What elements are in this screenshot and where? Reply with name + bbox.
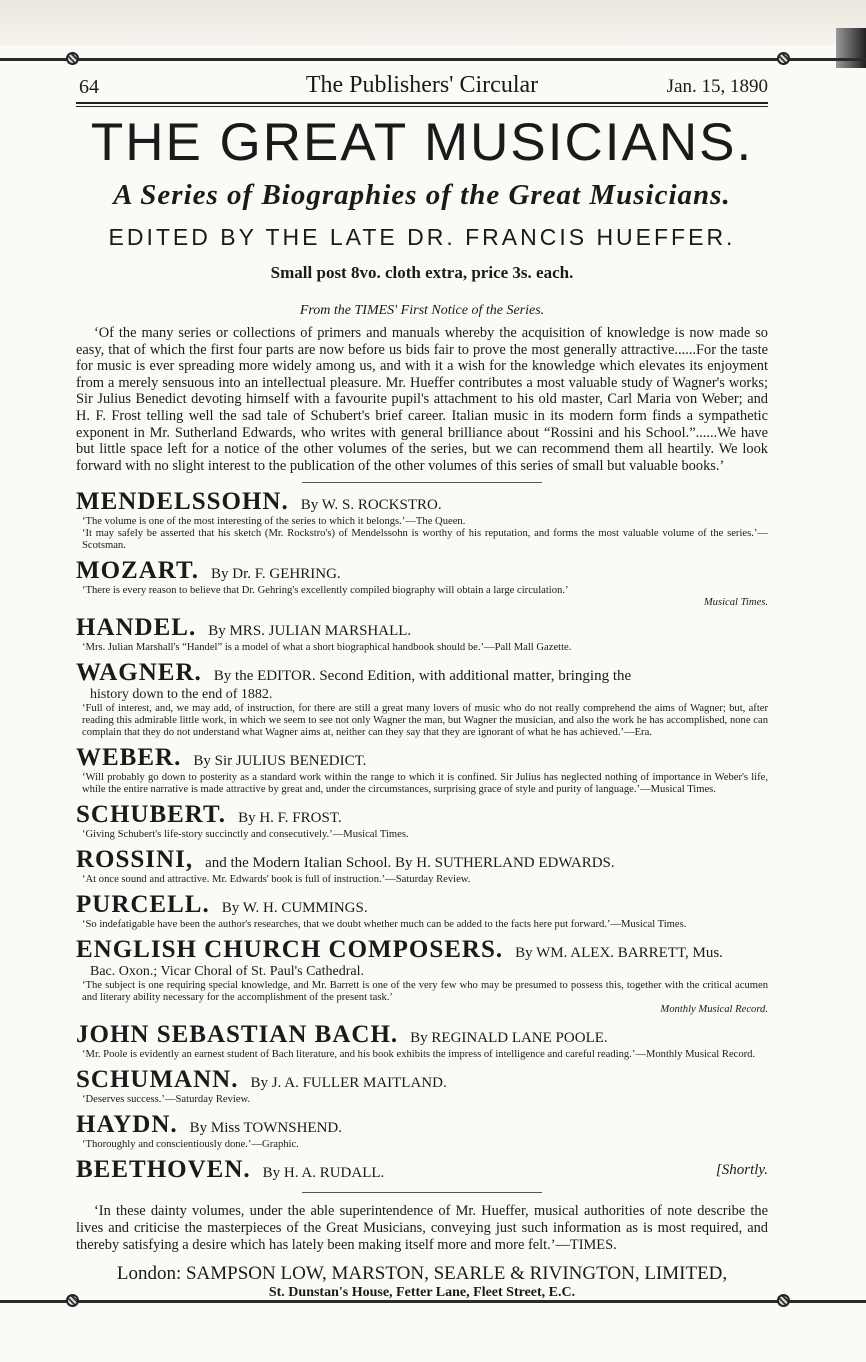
review-quote: ‘The volume is one of the most interesting of the series to which it belongs.’—The Queen. — [82, 516, 466, 528]
review-quote: ‘Mr. Poole is evidently an earnest student of Bach literature, and his book exhibits the impress of intelligence and careful reading.’—Monthly Musical Record. — [82, 1049, 756, 1061]
publisher-address: St. Dunstan's House, Fetter Lane, Fleet Street, E.C. — [268, 1285, 576, 1301]
volume-heading — [76, 846, 768, 874]
volume-heading — [76, 488, 768, 516]
volume-heading — [76, 891, 768, 919]
binding-rivet-icon — [777, 52, 790, 65]
press-reviews — [76, 919, 768, 931]
volume-author: By W. H. CUMMINGS. — [221, 900, 368, 917]
review-source: Monthly Musical Record. — [660, 1004, 768, 1016]
binding-rule-top — [0, 58, 866, 61]
volume-entry — [76, 1156, 768, 1184]
review-quote: ‘Thoroughly and conscientiously done.’—Graphic. — [82, 1139, 299, 1151]
volume-author-continued: history down to the end of 1882. — [90, 687, 273, 703]
volume-author: By H. F. FROST. — [238, 810, 342, 827]
composer-name: PURCELL. — [76, 891, 210, 919]
volume-author: and the Modern Italian School. By H. SUTHERLAND EDWARDS. — [205, 855, 615, 872]
review-quote: ‘It may safely be asserted that his sketch (Mr. Rockstro's) of Mendelssohn is worthy of his reputation, and forms the most valuable volume of the series.’—Scotsman. — [82, 528, 768, 552]
volume-heading — [76, 614, 768, 642]
volume-heading — [76, 1156, 768, 1184]
volume-author: By W. S. ROCKSTRO. — [300, 497, 442, 514]
press-reviews — [76, 1049, 768, 1061]
volume-entry — [76, 801, 768, 841]
volume-entry — [76, 744, 768, 796]
composer-name: BEETHOVEN. — [76, 1156, 251, 1184]
volume-status-note: [Shortly. — [715, 1162, 768, 1179]
volume-entry — [76, 891, 768, 931]
section-divider — [302, 1192, 542, 1193]
closing-paragraph: ‘In these dainty volumes, under the able superintendence of Mr. Hueffer, musical authorities of note describe the lives and criticise the masterpieces of the Great Musicians, conveying just such information as is most required, and thereby satisfying a desire which has lately been making itself more and more felt.’—TIMES. — [76, 1203, 768, 1253]
section-divider — [302, 482, 542, 483]
review-quote: ‘Mrs. Julian Marshall's “Handel” is a model of what a short biographical handbook should be.’—Pall Mall Gazette. — [82, 642, 572, 654]
press-reviews — [76, 1094, 768, 1106]
volume-entry — [76, 1111, 768, 1151]
press-reviews — [76, 703, 768, 739]
volume-author-continued: Bac. Oxon.; Vicar Choral of St. Paul's Cathedral. — [90, 964, 364, 980]
volume-entry — [76, 936, 768, 1016]
press-reviews — [76, 1139, 768, 1151]
press-reviews — [76, 772, 768, 796]
publisher-imprint — [76, 1263, 768, 1301]
composer-name: MENDELSSOHN. — [76, 488, 289, 516]
volume-entry — [76, 488, 768, 552]
volume-author: By Dr. F. GEHRING. — [211, 566, 341, 583]
volume-heading — [76, 744, 768, 772]
composer-name: ENGLISH CHURCH COMPOSERS. — [76, 936, 504, 964]
volume-heading — [76, 1066, 768, 1094]
press-reviews — [76, 829, 768, 841]
header-rule — [76, 102, 768, 107]
review-quote: ‘The subject is one requiring special knowledge, and Mr. Barrett is one of the very few who may be presumed to possess this, together with the critical acumen and literary ability necessary for the accomplishment of the present task.’ — [82, 980, 768, 1004]
volume-heading — [76, 936, 768, 980]
composer-name: HAYDN. — [76, 1111, 178, 1139]
volume-list — [76, 488, 768, 1184]
notice-source: From the TIMES' First Notice of the Series. — [299, 303, 545, 318]
journal-title: The Publishers' Circular — [305, 72, 539, 98]
press-reviews — [76, 980, 768, 1016]
press-reviews — [76, 516, 768, 552]
volume-entry — [76, 614, 768, 654]
composer-name: WEBER. — [76, 744, 182, 772]
composer-name: MOZART. — [76, 557, 200, 585]
volume-entry — [76, 557, 768, 609]
main-title: THE GREAT MUSICIANS. — [90, 113, 754, 172]
volume-heading — [76, 659, 768, 703]
format-price: Small post 8vo. cloth extra, price 3s. each. — [270, 263, 574, 282]
volume-entry — [76, 1021, 768, 1061]
volume-author: By REGINALD LANE POOLE. — [410, 1030, 608, 1047]
composer-name: JOHN SEBASTIAN BACH. — [76, 1021, 399, 1049]
volume-heading — [76, 1021, 768, 1049]
page-number: 64 — [79, 76, 99, 98]
review-quote: ‘Giving Schubert's life-story succinctly and consecutively.’—Musical Times. — [82, 829, 409, 841]
volume-author: By J. A. FULLER MAITLAND. — [250, 1075, 447, 1092]
volume-heading — [76, 801, 768, 829]
review-quote: ‘Will probably go down to posterity as a standard work within the range to which it is confined. Sir Julius has neglected nothing of importance in Weber's life, while the entire narrative is made attractive by great and, under the circumstances, surprising grace of style and purity of language.’—Musical Times. — [82, 772, 768, 796]
running-header — [76, 70, 768, 100]
issue-date: Jan. 15, 1890 — [666, 76, 768, 97]
composer-name: SCHUMANN. — [76, 1066, 239, 1094]
composer-name: HANDEL. — [76, 614, 197, 642]
volume-author: By Sir JULIUS BENEDICT. — [193, 753, 367, 770]
page-top-edge — [0, 0, 866, 46]
composer-name: WAGNER. — [76, 659, 202, 687]
review-quote: ‘Full of interest, and, we may add, of instruction, for there are still a great many lovers of music who do not really comprehend the aims of Wagner; but, after reading this admirable little work, in which we seem to see not only Wagner the man, but Wagner the musician, and also the work he has accomplished, none can complain that they do not understand what Wagner aims at, neither can they say that they are ignorant of what he has achieved.’—Era. — [82, 703, 768, 739]
volume-heading — [76, 1111, 768, 1139]
binding-rivet-icon — [777, 1294, 790, 1307]
binding-strip — [836, 28, 866, 68]
binding-rivet-icon — [66, 52, 79, 65]
series-subtitle: A Series of Biographies of the Great Musicians. — [113, 179, 731, 211]
publisher-name: London: SAMPSON LOW, MARSTON, SEARLE & RIVINGTON, LIMITED, — [116, 1263, 728, 1285]
volume-entry — [76, 659, 768, 739]
press-reviews — [76, 874, 768, 886]
composer-name: SCHUBERT. — [76, 801, 227, 829]
notice-paragraph: ‘Of the many series or collections of primers and manuals whereby the acquisition of knowledge is now made so easy, that of which the first four parts are now before us bids fair to prove the most generally attractive......For the taste for music is ever spreading more widely among us, and with it a wish for the knowledge which elevates its enjoyment from a merely sensuous into an intellectual pleasure. Mr. Hueffer contributes a most valuable study of Wagner's works; Sir Julius Benedict devoting himself with a favourite pupil's attachment to his old master, Carl Maria von Weber; and H. F. Frost telling well the sad tale of Schubert's brief career. Italian music in its modern form finds a sympathetic exponent in Mr. Sutherland Edwards, who writes with general brilliance about “Rossini and his School.”......We have but little space left for a notice of the other volumes of the series, but we can recommend them all heartily. We look forward with no slight interest to the publication of the other volumes of this series of small but valuable books.’ — [76, 325, 768, 474]
times-notice — [76, 325, 768, 474]
volume-entry — [76, 846, 768, 886]
volume-author: By Miss TOWNSHEND. — [189, 1120, 343, 1137]
volume-author: By MRS. JULIAN MARSHALL. — [208, 623, 412, 640]
review-quote: ‘So indefatigable have been the author's researches, that we doubt whether much can be added to the facts here put forward.’—Musical Times. — [82, 919, 687, 931]
advertisement-page — [76, 70, 768, 1301]
editor-line: EDITED BY THE LATE DR. FRANCIS HUEFFER. — [108, 224, 736, 250]
review-source: Musical Times. — [703, 597, 768, 609]
volume-heading — [76, 557, 768, 585]
review-quote: ‘At once sound and attractive. Mr. Edwards' book is full of instruction.’—Saturday Review. — [82, 874, 471, 886]
volume-entry — [76, 1066, 768, 1106]
review-quote: ‘There is every reason to believe that Dr. Gehring's excellently compiled biography will obtain a large circulation.’ — [82, 585, 569, 597]
press-reviews — [76, 642, 768, 654]
volume-author: By the EDITOR. Second Edition, with additional matter, bringing the — [213, 668, 632, 685]
volume-author: By H. A. RUDALL. — [262, 1165, 385, 1182]
closing-notice — [76, 1203, 768, 1253]
volume-author: By WM. ALEX. BARRETT, Mus. — [515, 945, 723, 962]
review-quote: ‘Deserves success.’—Saturday Review. — [82, 1094, 251, 1106]
press-reviews — [76, 585, 768, 609]
composer-name: ROSSINI, — [76, 846, 194, 874]
